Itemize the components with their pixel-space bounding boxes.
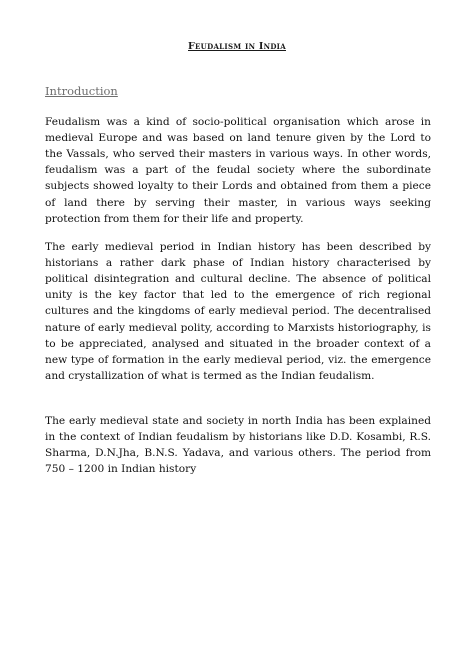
paragraph-2: The early medieval period in Indian history has been described by historians a rather dark phase of Indian history characterised by political disintegration and cultural decline. The absence of political unity is the key factor that led to the emergence of rich regional cultures and the kingdoms of early medieval period. The decentralised nature of early medieval polity, according to Marxists historiography, is to be appreciated, analysed and situated in the broader context of a new type of formation in the early medieval period, viz. the emergence and crystallization of what is termed as the Indian feudalism. xyxy=(45,240,431,383)
paragraph-1: Feudalism was a kind of socio-political organisation which arose in medieval Europe and was based on land tenure given by the Lord to the Vassals, who served their masters in various ways. In other words, feudalism was a part of the feudal society where the subordinate subjects showed loyalty to their Lords and obtained from them a piece of land there by serving their master, in various ways seeking protection from them for their life and property. xyxy=(45,115,431,225)
document-title: Feudalism in India xyxy=(188,41,286,52)
section-heading: Introduction xyxy=(45,84,118,98)
paragraph-3: The early medieval state and society in north India has been explained in the context of Indian feudalism by historians like D.D. Kosambi, R.S. Sharma, D.N.Jha, B.N.S. Yadava, and various others. The period from 750 – 1200 in Indian history xyxy=(45,414,431,476)
